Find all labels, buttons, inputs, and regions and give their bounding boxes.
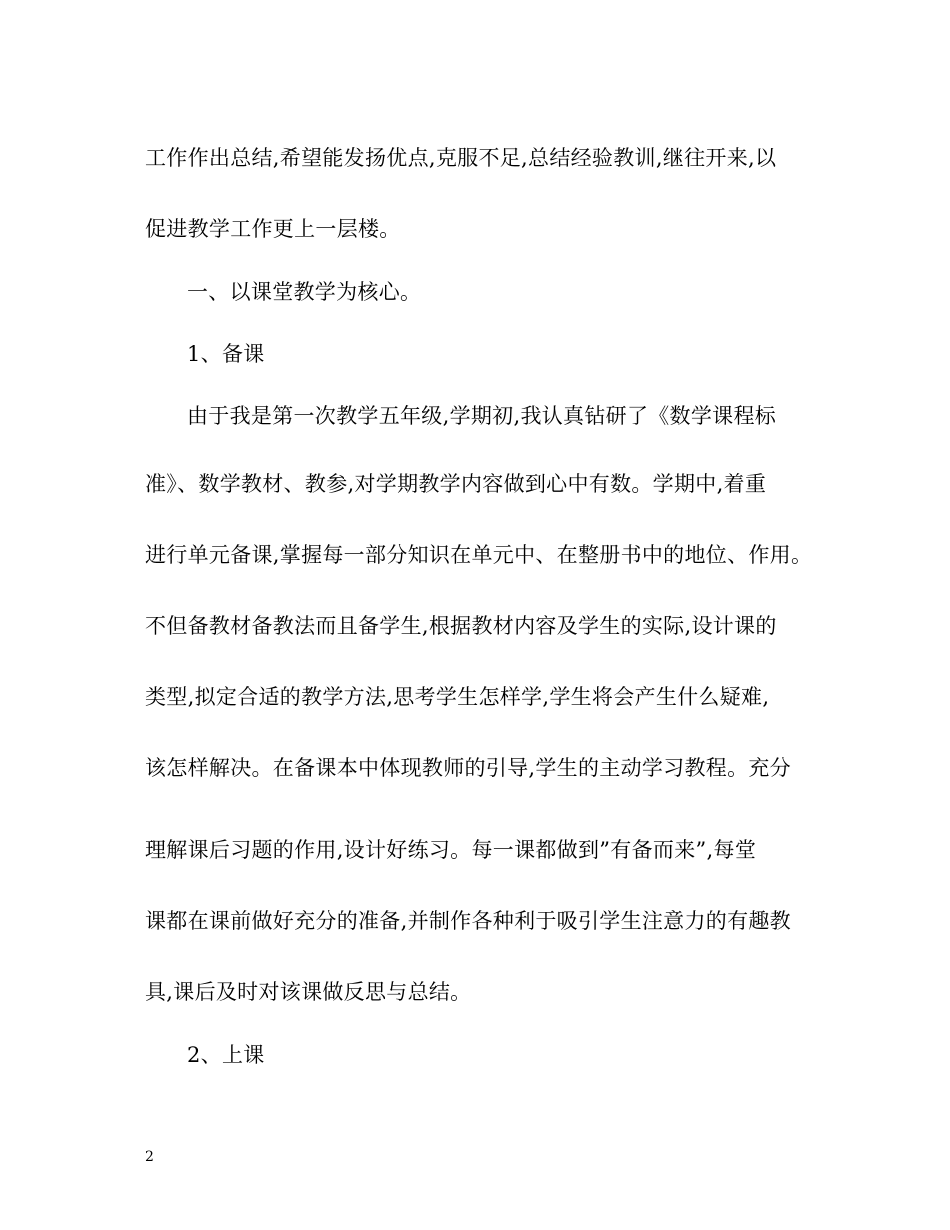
body-text-line: 该怎样解决。在备课本中体现教师的引导,学生的主动学习教程。充分 xyxy=(145,756,791,780)
body-text-line: 准》、数学教材、教参,对学期教学内容做到心中有数。学期中,着重 xyxy=(145,472,767,496)
body-text-line: 促进教学工作更上一层楼。 xyxy=(145,217,401,241)
subsection-heading: 1、备课 xyxy=(187,342,265,366)
page-number: 2 xyxy=(145,1149,154,1165)
body-text-line: 理解课后习题的作用,设计好练习。每一课都做到”有备而来”,每堂 xyxy=(145,838,757,862)
body-text-line: 类型,拟定合适的教学方法,思考学生怎样学,学生将会产生什么疑难, xyxy=(145,685,770,709)
body-text-line: 由于我是第一次教学五年级,学期初,我认真钻研了《数学课程标 xyxy=(187,404,777,428)
section-heading: 一、以课堂教学为核心。 xyxy=(187,280,422,304)
body-text-line: 具,课后及时对该课做反思与总结。 xyxy=(145,980,472,1004)
body-text-line: 课都在课前做好充分的准备,并制作各种利于吸引学生注意力的有趣教 xyxy=(145,909,791,933)
subsection-heading: 2、上课 xyxy=(187,1043,265,1067)
body-text-line: 工作作出总结,希望能发扬优点,克服不足,总结经验教训,继往开来,以 xyxy=(145,146,777,170)
body-text-line: 进行单元备课,掌握每一部分知识在单元中、在整册书中的地位、作用。 xyxy=(145,543,813,567)
body-text-line: 不但备教材备教法而且备学生,根据教材内容及学生的实际,设计课的 xyxy=(145,614,777,638)
